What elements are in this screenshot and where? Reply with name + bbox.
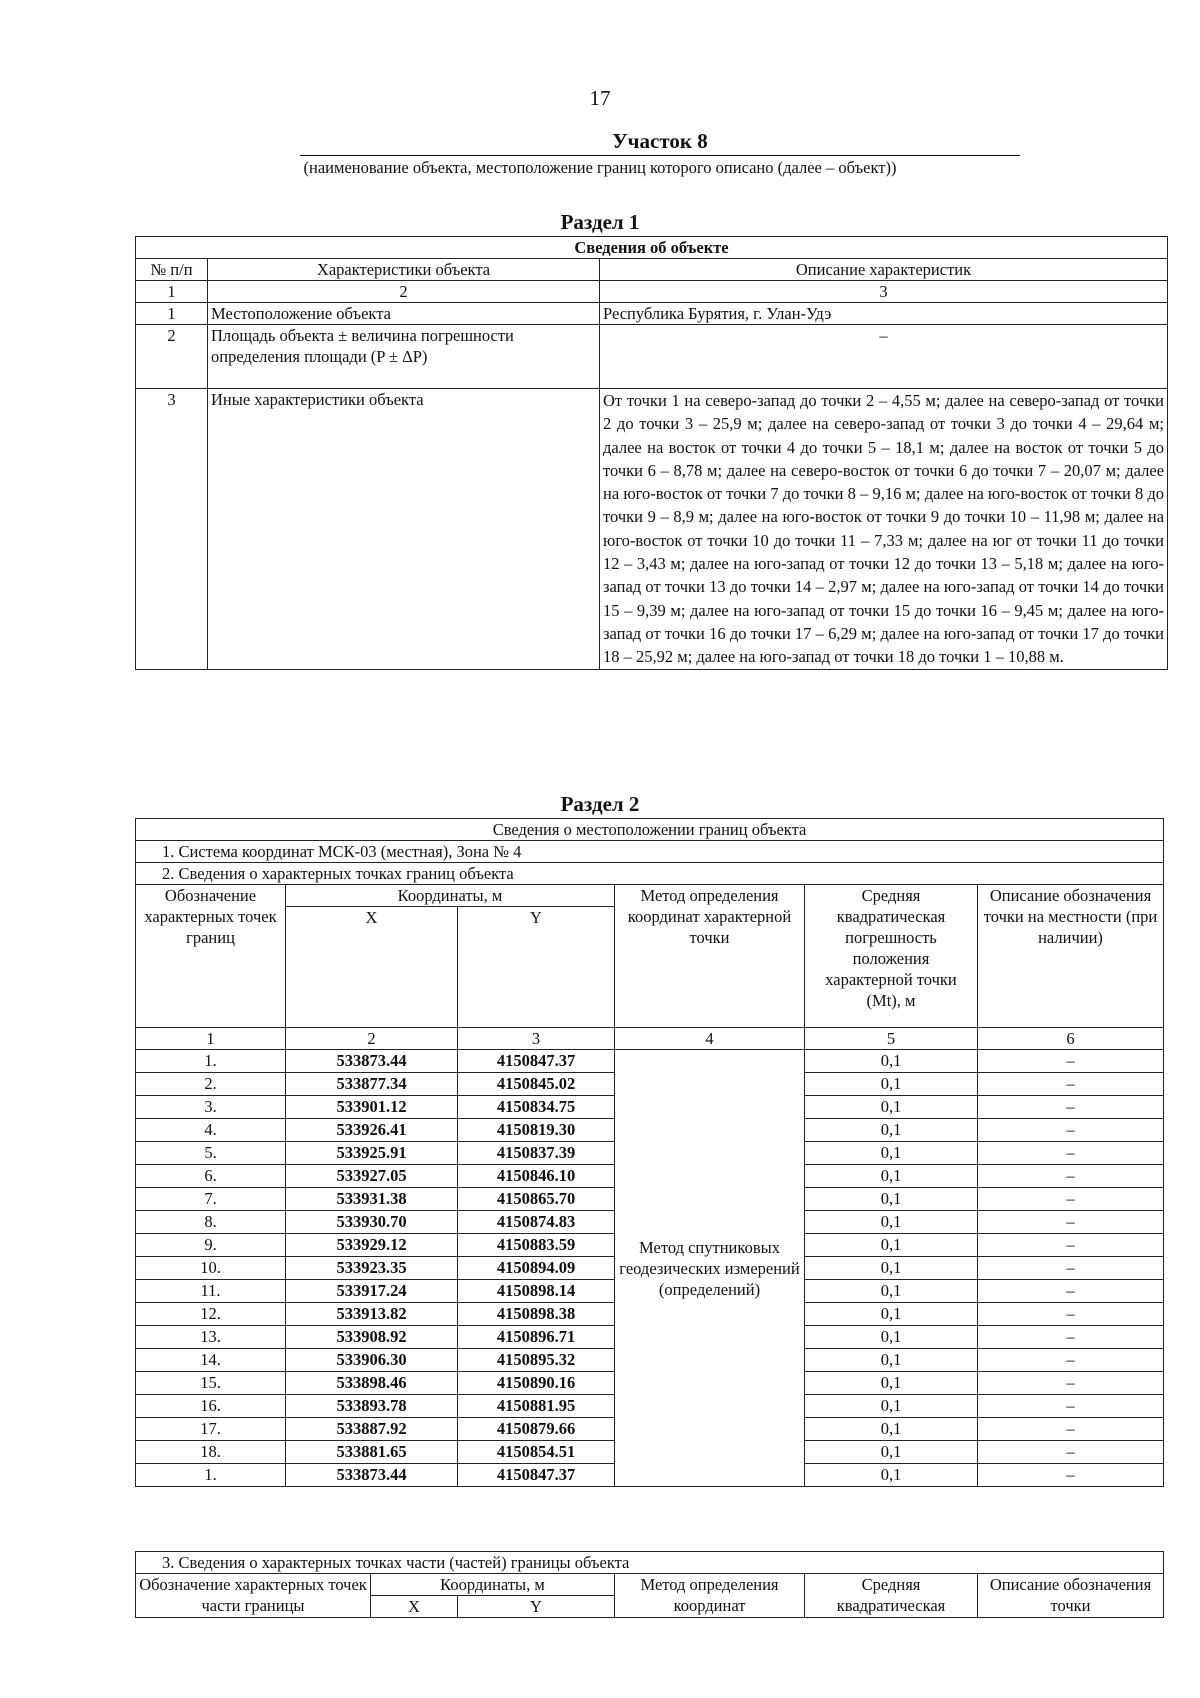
point-accuracy: 0,1 <box>805 1441 978 1464</box>
point-description: – <box>978 1188 1164 1211</box>
point-accuracy: 0,1 <box>805 1418 978 1441</box>
s2-header-designation: Обозначение характерных точек границ <box>136 885 286 1028</box>
point-x: 533893.78 <box>286 1395 458 1418</box>
s2-colnum-4: 4 <box>615 1028 805 1050</box>
s1-row2-value: – <box>600 325 1168 389</box>
s1-row3-number: 3 <box>136 389 208 670</box>
s3-header-y: Y <box>458 1596 615 1618</box>
s3-header-x: X <box>371 1596 458 1618</box>
s3-header-coords: Координаты, м <box>371 1574 615 1596</box>
point-description: – <box>978 1211 1164 1234</box>
point-id: 1. <box>136 1464 286 1487</box>
point-x: 533930.70 <box>286 1211 458 1234</box>
point-description: – <box>978 1142 1164 1165</box>
point-x: 533917.24 <box>286 1280 458 1303</box>
s1-row1-number: 1 <box>136 303 208 325</box>
point-y: 4150874.83 <box>458 1211 615 1234</box>
point-description: – <box>978 1326 1164 1349</box>
point-id: 10. <box>136 1257 286 1280</box>
s1-row2-number: 2 <box>136 325 208 389</box>
point-x: 533887.92 <box>286 1418 458 1441</box>
s2-colnum-6: 6 <box>978 1028 1164 1050</box>
s2-colnum-1: 1 <box>136 1028 286 1050</box>
point-id: 6. <box>136 1165 286 1188</box>
point-accuracy: 0,1 <box>805 1142 978 1165</box>
point-description: – <box>978 1280 1164 1303</box>
point-x: 533913.82 <box>286 1303 458 1326</box>
part-points-info-line: 3. Сведения о характерных точках части (частей) границы объекта <box>136 1552 1164 1574</box>
point-description: – <box>978 1395 1164 1418</box>
s2-header-method: Метод определения координат характерной точки <box>615 885 805 1028</box>
point-description: – <box>978 1073 1164 1096</box>
s1-header-number: № п/п <box>136 259 208 281</box>
point-y: 4150819.30 <box>458 1119 615 1142</box>
s3-header-description: Описание обозначения точки <box>978 1574 1164 1618</box>
point-accuracy: 0,1 <box>805 1257 978 1280</box>
point-id: 15. <box>136 1372 286 1395</box>
s1-colnum-2: 2 <box>208 281 600 303</box>
point-description: – <box>978 1165 1164 1188</box>
s1-header-description: Описание характеристик <box>600 259 1168 281</box>
page-number: 17 <box>589 86 611 110</box>
point-y: 4150837.39 <box>458 1142 615 1165</box>
point-accuracy: 0,1 <box>805 1349 978 1372</box>
point-x: 533908.92 <box>286 1326 458 1349</box>
point-description: – <box>978 1464 1164 1487</box>
point-accuracy: 0,1 <box>805 1395 978 1418</box>
section1-heading: Раздел 1 <box>560 210 640 234</box>
point-y: 4150890.16 <box>458 1372 615 1395</box>
point-id: 3. <box>136 1096 286 1119</box>
s3-header-method: Метод определения координат <box>615 1574 805 1618</box>
section2-heading: Раздел 2 <box>560 792 640 816</box>
s2-header-description: Описание обозначения точки на местности (при наличии) <box>978 885 1164 1028</box>
point-description: – <box>978 1372 1164 1395</box>
point-accuracy: 0,1 <box>805 1050 978 1073</box>
point-x: 533923.35 <box>286 1257 458 1280</box>
point-id: 1. <box>136 1050 286 1073</box>
point-x: 533927.05 <box>286 1165 458 1188</box>
s1-row3-name: Иные характеристики объекта <box>208 389 600 670</box>
point-y: 4150847.37 <box>458 1050 615 1073</box>
s3-header-accuracy: Средняя квадратическая <box>805 1574 978 1618</box>
point-accuracy: 0,1 <box>805 1188 978 1211</box>
point-accuracy: 0,1 <box>805 1211 978 1234</box>
object-title-caption: (наименование объекта, местоположение границ которого описано (далее – объект)) <box>303 158 897 177</box>
point-description: – <box>978 1050 1164 1073</box>
point-accuracy: 0,1 <box>805 1372 978 1395</box>
object-title: Участок 8 <box>612 129 708 153</box>
section2-table <box>135 818 1164 1487</box>
point-accuracy: 0,1 <box>805 1303 978 1326</box>
point-x: 533873.44 <box>286 1050 458 1073</box>
object-title-block <box>300 128 1020 156</box>
point-accuracy: 0,1 <box>805 1326 978 1349</box>
points-info-line: 2. Сведения о характерных точках границ объекта <box>136 863 1164 885</box>
point-description: – <box>978 1441 1164 1464</box>
point-y: 4150895.32 <box>458 1349 615 1372</box>
method-value: Метод спутниковых геодезических измерений (определений) <box>615 1050 805 1487</box>
point-y: 4150879.66 <box>458 1418 615 1441</box>
point-accuracy: 0,1 <box>805 1234 978 1257</box>
point-id: 8. <box>136 1211 286 1234</box>
point-y: 4150894.09 <box>458 1257 615 1280</box>
point-y: 4150881.95 <box>458 1395 615 1418</box>
point-x: 533901.12 <box>286 1096 458 1119</box>
point-description: – <box>978 1349 1164 1372</box>
point-description: – <box>978 1234 1164 1257</box>
point-id: 4. <box>136 1119 286 1142</box>
point-x: 533873.44 <box>286 1464 458 1487</box>
s1-row1-name: Местоположение объекта <box>208 303 600 325</box>
s1-header-characteristics: Характеристики объекта <box>208 259 600 281</box>
point-row <box>136 1050 1164 1073</box>
point-x: 533925.91 <box>286 1142 458 1165</box>
s1-colnum-1: 1 <box>136 281 208 303</box>
points-table-body <box>136 1050 1164 1487</box>
s2-colnum-3: 3 <box>458 1028 615 1050</box>
section3-table <box>135 1551 1164 1618</box>
point-id: 17. <box>136 1418 286 1441</box>
point-description: – <box>978 1119 1164 1142</box>
section1-caption: Сведения об объекте <box>136 237 1168 259</box>
s2-header-y: Y <box>458 907 615 1028</box>
point-x: 533906.30 <box>286 1349 458 1372</box>
point-y: 4150896.71 <box>458 1326 615 1349</box>
point-y: 4150898.14 <box>458 1280 615 1303</box>
point-x: 533898.46 <box>286 1372 458 1395</box>
title-underline <box>300 155 1020 156</box>
point-x: 533926.41 <box>286 1119 458 1142</box>
point-y: 4150845.02 <box>458 1073 615 1096</box>
s2-colnum-2: 2 <box>286 1028 458 1050</box>
point-id: 5. <box>136 1142 286 1165</box>
coordinate-system-line: 1. Система координат МСК-03 (местная), Зона № 4 <box>136 841 1164 863</box>
s2-header-accuracy: Средняя квадратическая погрешность положения характерной точки (Mt), м <box>805 885 978 1028</box>
point-id: 18. <box>136 1441 286 1464</box>
s2-header-x: X <box>286 907 458 1028</box>
point-accuracy: 0,1 <box>805 1464 978 1487</box>
s2-colnum-5: 5 <box>805 1028 978 1050</box>
point-description: – <box>978 1096 1164 1119</box>
point-y: 4150865.70 <box>458 1188 615 1211</box>
point-y: 4150847.37 <box>458 1464 615 1487</box>
point-x: 533931.38 <box>286 1188 458 1211</box>
s1-row2-name: Площадь объекта ± величина погрешности определения площади (P ± ΔP) <box>208 325 600 389</box>
point-id: 2. <box>136 1073 286 1096</box>
s1-colnum-3: 3 <box>600 281 1168 303</box>
s1-row3-value: От точки 1 на северо-запад до точки 2 – 4,55 м; далее на северо-запад от точки 2 до точки 3 – 25,9 м; далее на северо-запад от точки 3 до точки 4 – 29,64 м; далее на восток от точки 4 до точки 5 – 18,1 м; далее на восток от точки 5 до точки 6 – 8,78 м; далее на северо-восток от точки 6 до точки 7 – 20,07 м; далее на юго-восток от точки 7 до точки 8 – 9,16 м; далее на юго-восток от точки 8 до точки 9 – 8,9 м; далее на юго-восток от точки 9 до точки 10 – 11,98 м; далее на юго-восток от точки 10 до точки 11 – 7,33 м; далее на юг от точки 11 до точки 12 – 3,43 м; далее на юго-запад от точки 12 до точки 13 – 5,18 м; далее на юго-запад от точки 13 до точки 14 – 2,97 м; далее на юго-запад от точки 14 до точки 15 – 9,39 м; далее на юго-запад от точки 15 до точки 16 – 9,45 м; далее на юго-запад от точки 16 до точки 17 – 6,29 м; далее на юго-запад от точки 17 до точки 18 – 25,92 м; далее на юго-запад от точки 18 до точки 1 – 10,88 м. <box>600 389 1168 670</box>
point-y: 4150898.38 <box>458 1303 615 1326</box>
point-x: 533877.34 <box>286 1073 458 1096</box>
section1-table <box>135 236 1168 670</box>
s1-row1-value: Республика Бурятия, г. Улан-Удэ <box>600 303 1168 325</box>
point-y: 4150883.59 <box>458 1234 615 1257</box>
point-id: 9. <box>136 1234 286 1257</box>
point-id: 14. <box>136 1349 286 1372</box>
point-x: 533881.65 <box>286 1441 458 1464</box>
point-y: 4150834.75 <box>458 1096 615 1119</box>
point-accuracy: 0,1 <box>805 1096 978 1119</box>
point-accuracy: 0,1 <box>805 1073 978 1096</box>
point-y: 4150846.10 <box>458 1165 615 1188</box>
point-id: 7. <box>136 1188 286 1211</box>
point-id: 16. <box>136 1395 286 1418</box>
point-id: 11. <box>136 1280 286 1303</box>
section2-caption: Сведения о местоположении границ объекта <box>136 819 1164 841</box>
point-accuracy: 0,1 <box>805 1280 978 1303</box>
point-description: – <box>978 1418 1164 1441</box>
point-description: – <box>978 1303 1164 1326</box>
point-id: 13. <box>136 1326 286 1349</box>
point-accuracy: 0,1 <box>805 1119 978 1142</box>
s2-header-coords: Координаты, м <box>286 885 615 907</box>
point-accuracy: 0,1 <box>805 1165 978 1188</box>
point-id: 12. <box>136 1303 286 1326</box>
point-y: 4150854.51 <box>458 1441 615 1464</box>
s3-header-designation: Обозначение характерных точек части границы <box>136 1574 371 1618</box>
point-description: – <box>978 1257 1164 1280</box>
point-x: 533929.12 <box>286 1234 458 1257</box>
